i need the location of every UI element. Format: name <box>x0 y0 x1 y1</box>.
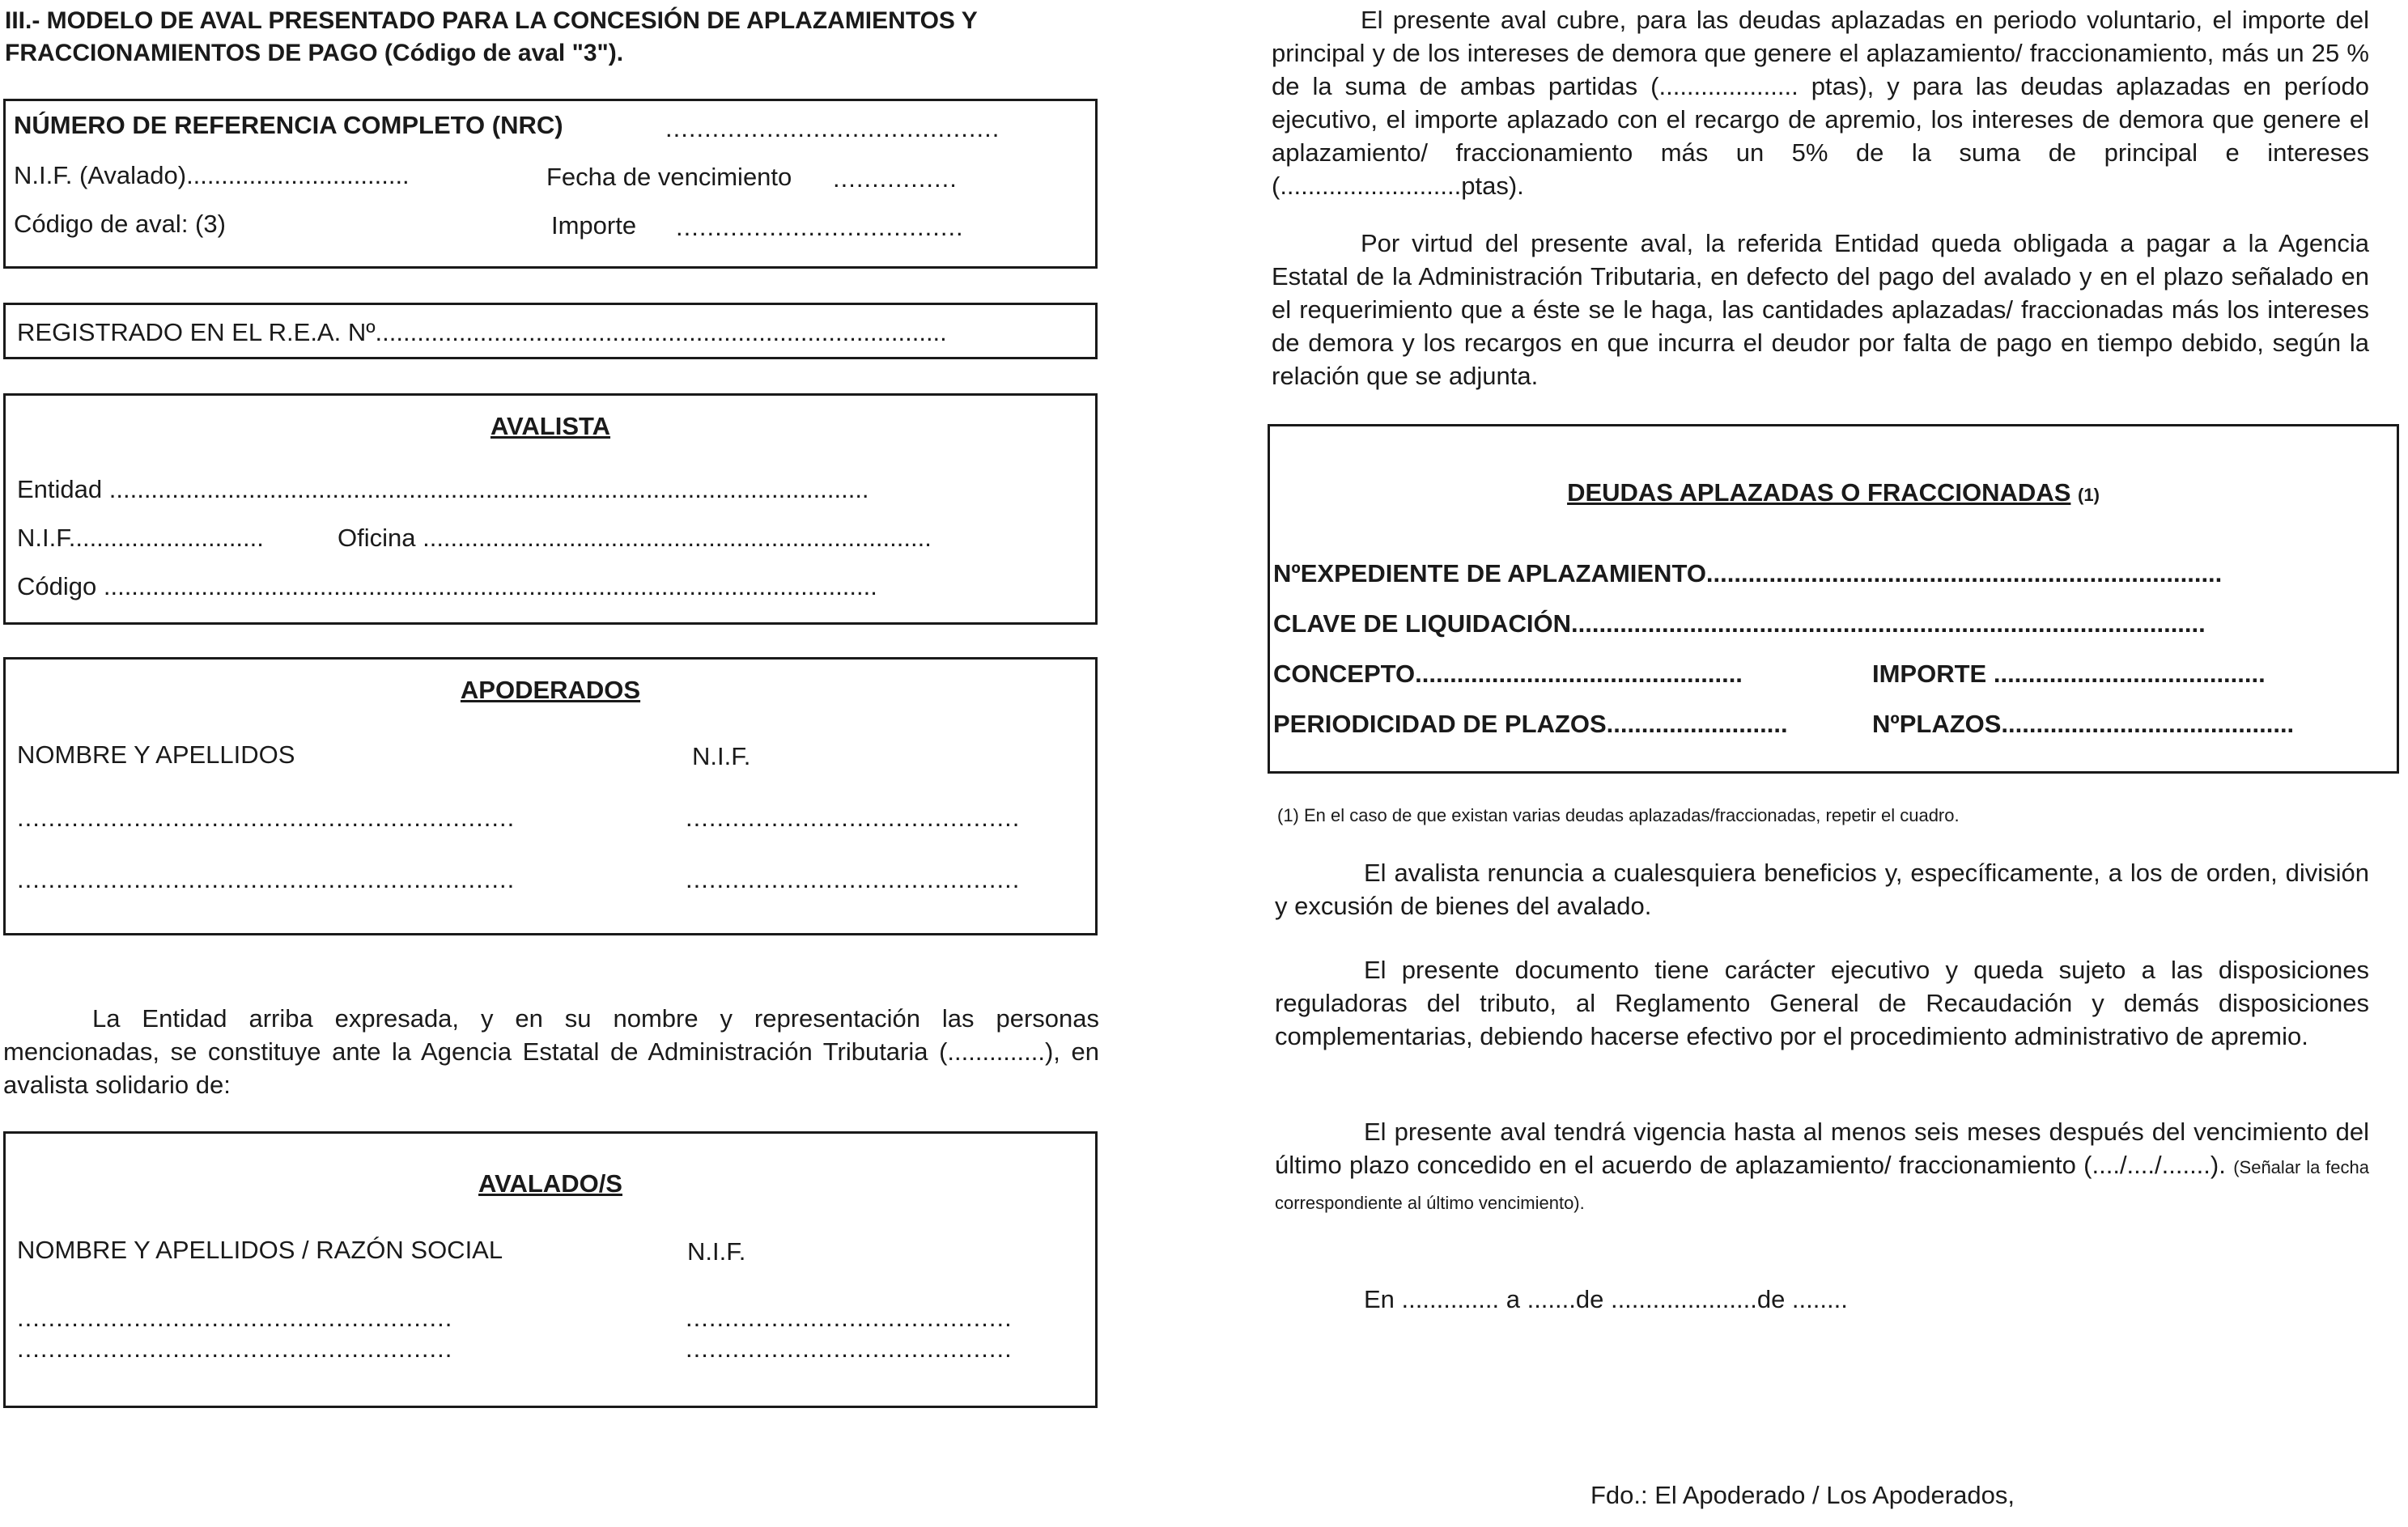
constitution-paragraph <box>3 1002 1099 1101</box>
deudas-importe-field[interactable]: IMPORTE ....................................... <box>1872 660 2266 688</box>
fecha-vencimiento-field[interactable]: ................ <box>833 164 958 193</box>
coverage-paragraph <box>1272 3 2369 202</box>
nrc-label: NÚMERO DE REFERENCIA COMPLETO (NRC) <box>14 111 563 139</box>
avalado-nif-field-1[interactable]: .......................................... <box>686 1304 1013 1332</box>
avalista-box <box>3 393 1098 625</box>
validity-text: El presente aval tendrá vigencia hasta al menos seis meses después del vencimiento del último plazo concedido en el acuerdo de aplazamiento/ fraccionamiento (..../..../.......). <box>1275 1118 2369 1179</box>
apoderados-box <box>3 657 1098 935</box>
rea-box <box>3 303 1098 359</box>
avalista-heading: AVALISTA <box>490 412 611 440</box>
avalado-name-field-1[interactable]: ........................................................ <box>17 1304 453 1332</box>
apoderado-name-field-1[interactable]: ................................................................ <box>17 804 516 832</box>
entidad-field[interactable]: Entidad ............................................................................................................. <box>17 475 869 503</box>
executive-text: El presente documento tiene carácter ejecutivo y queda sujeto a las disposiciones reguladoras del tributo, al Reglamento General de Recaudación y demás disposiciones complementarias, debiendo hacerse efectivo por el procedimiento administrativo de apremio. <box>1275 956 2369 1050</box>
fecha-vencimiento-label: Fecha de vencimiento <box>546 163 792 191</box>
avalados-name-header: NOMBRE Y APELLIDOS / RAZÓN SOCIAL <box>17 1236 503 1264</box>
executive-paragraph <box>1275 953 2369 1053</box>
apoderados-heading: APODERADOS <box>460 676 641 704</box>
avalados-nif-header: N.I.F. <box>687 1237 746 1266</box>
clave-liquidacion-field[interactable]: CLAVE DE LIQUIDACIÓN........................................................................................... <box>1273 609 2206 638</box>
constitution-text: La Entidad arriba expresada, y en su nombre y representación las personas mencionadas, se constituye ante la Agencia Estatal de Administración Tributaria (..............), en avalista solidario de: <box>3 1004 1099 1099</box>
codigo-aval-label: Código de aval: (3) <box>14 210 226 238</box>
importe-field[interactable]: ..................................... <box>676 213 964 241</box>
concepto-field[interactable]: CONCEPTO............................................... <box>1273 660 1743 688</box>
importe-label: Importe <box>551 211 637 240</box>
apoderados-nif-header: N.I.F. <box>692 742 751 770</box>
footnote: (1) En el caso de que existan varias deudas aplazadas/fraccionadas, repetir el cuadro. <box>1277 805 1960 825</box>
expediente-field[interactable]: NºEXPEDIENTE DE APLAZAMIENTO.......................................................................... <box>1273 559 2223 587</box>
coverage-text: El presente aval cubre, para las deudas aplazadas en periodo voluntario, el importe del principal y de los intereses de demora que genere el aplazamiento/ fraccionamiento, más un 25 % de la suma de ambas partidas (.................... ptas), y para las deudas aplazadas en período ejecutivo, el importe aplazado con el recargo de apremio, los intereses de demora que genere el aplazamiento/ fraccionamiento más un 5% de la suma de principal e intereses (..........................ptas). <box>1272 6 2369 200</box>
reference-box <box>3 99 1098 269</box>
renunciation-text: El avalista renuncia a cualesquiera beneficios y, específicamente, a los de orden, división y excusión de bienes del avalado. <box>1275 859 2369 920</box>
rea-field[interactable]: REGISTRADO EN EL R.E.A. Nº.................................................................................. <box>17 318 947 346</box>
deudas-heading: DEUDAS APLAZADAS O FRACCIONADAS <box>1567 478 2071 507</box>
avalados-box <box>3 1131 1098 1408</box>
nrc-field[interactable]: ........................................... <box>665 114 1000 142</box>
deudas-box <box>1268 424 2399 774</box>
deudas-heading-wrap <box>1270 478 2397 510</box>
avalados-heading: AVALADO/S <box>478 1169 622 1198</box>
avalado-nif-field-2[interactable]: .......................................... <box>686 1334 1013 1363</box>
apoderado-name-field-2[interactable]: ................................................................ <box>17 865 516 893</box>
renunciation-paragraph <box>1275 856 2369 923</box>
document-title: III.- MODELO DE AVAL PRESENTADO PARA LA CONCESIÓN DE APLAZAMIENTOS Y FRACCIONAMIENTOS DE PAGO (Código de aval "3"). <box>5 7 978 66</box>
avalista-nif-field[interactable]: N.I.F............................ <box>17 524 264 552</box>
avalado-name-field-2[interactable]: ........................................................ <box>17 1334 453 1363</box>
apoderado-nif-field-2[interactable]: ........................................... <box>686 865 1021 893</box>
signature-line: Fdo.: El Apoderado / Los Apoderados, <box>1590 1481 2015 1509</box>
apoderado-nif-field-1[interactable]: ........................................... <box>686 804 1021 832</box>
obligation-text: Por virtud del presente aval, la referida Entidad queda obligada a pagar a la Agencia Estatal de la Administración Tributaria, en defecto del pago del avalado y en el plazo señalado en el requerimiento que a éste se le haga, las cantidades aplazadas/ fraccionadas más los intereses de demora y los recargos en que incurra el deudor por falta de pago en tiempo debido, según la relación que se adjunta. <box>1272 229 2369 390</box>
validity-note: (Señalar la fecha correspondiente al último vencimiento). <box>1275 1157 2369 1213</box>
nplazos-field[interactable]: NºPLAZOS.......................................... <box>1872 710 2295 738</box>
deudas-heading-ref: (1) <box>2078 485 2100 505</box>
nif-avalado-field[interactable]: N.I.F. (Avalado)................................ <box>14 161 410 189</box>
codigo-field[interactable]: Código ............................................................................................................... <box>17 572 877 600</box>
date-line[interactable]: En .............. a .......de .....................de ........ <box>1364 1285 1848 1313</box>
obligation-paragraph <box>1272 227 2369 392</box>
periodicidad-field[interactable]: PERIODICIDAD DE PLAZOS.......................... <box>1273 710 1788 738</box>
oficina-field[interactable]: Oficina ......................................................................... <box>338 524 932 552</box>
apoderados-name-header: NOMBRE Y APELLIDOS <box>17 740 295 769</box>
validity-paragraph <box>1275 1115 2369 1219</box>
